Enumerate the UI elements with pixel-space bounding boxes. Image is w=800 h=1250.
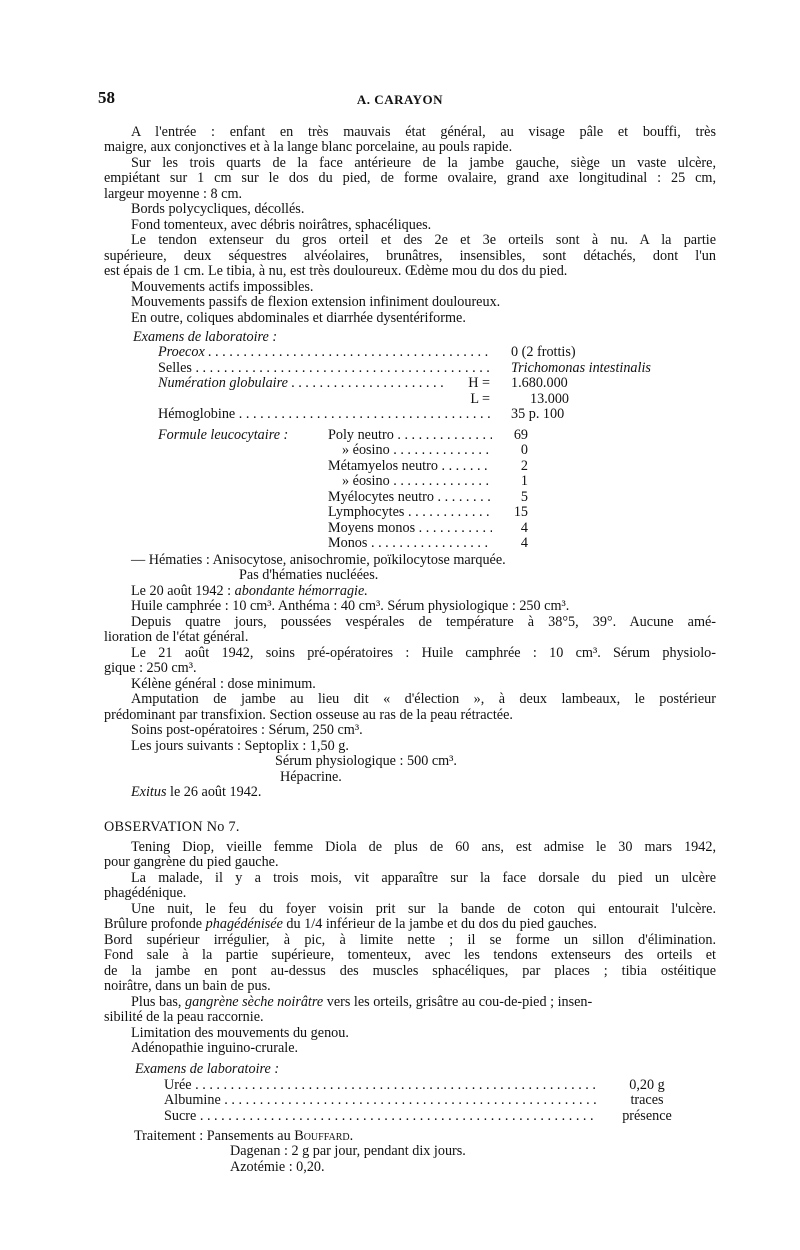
lab-value: présence [622,1108,672,1124]
emphasis-text: Exitus [131,784,167,800]
formula-cell-label: Myélocytes neutro . . . [328,490,492,505]
formula-cell-value: 1 [520,473,528,489]
emphasis-text: phagédénisée [205,916,283,932]
paragraph-line: En outre, coliques abdominales et diarrhée dysentériforme. [131,310,466,326]
formula-cell-value: 4 [520,535,528,551]
paragraph-line [104,995,743,1010]
formula-row [328,505,492,520]
paragraph-line: Depuis quatre jours, poussées vespérales de température à 38°5, 39°. Aucune amé- [131,614,716,630]
paragraph-line: noirâtre, dans un bain de pus. [104,978,271,994]
paragraph-line: Adénopathie inguino-crurale. [131,1040,299,1056]
paragraph-line: sibilité de la peau raccornie. [104,1009,264,1025]
paragraph-line: phagédénique. [104,885,187,901]
paragraph-line: pour gangrène du pied gauche. [104,854,279,870]
paragraph-line: Fond sale à la partie supérieure, tomenteux, avec les tendons extenseurs des orteils et [104,947,716,963]
paragraph-line: Limitation des mouvements du genou. [131,1025,349,1041]
formula-cell-label: Métamyelos neutro . . . [328,459,492,474]
paragraph-line [104,917,716,932]
text: du 1/4 inférieur de la jambe et du dos du pied gauches. [282,916,597,932]
paragraph-line: Hépacrine. [280,769,342,785]
labs-heading: Examens de laboratoire : [135,1061,280,1077]
formula-row [328,443,492,458]
text: Brûlure profonde [104,916,206,932]
paragraph-line: Tening Diop, vieille femme Diola de plus de 60 ans, est admise le 30 mars 1942, [131,839,716,855]
formula-row [328,521,492,536]
paragraph-line: Bord supérieur irrégulier, à pic, à limite nette ; il se forme un sillon d'élimination. [104,932,716,948]
emphasis-text: abondante hémorragie. [234,583,368,599]
paragraph-line [104,1129,746,1144]
lab-row [158,407,492,422]
paragraph-line: Sérum physiologique : 500 cm³. [275,753,457,769]
lab-value: 13.000 [530,391,570,407]
lab-row [158,345,492,360]
formula-cell-label: Moyens monos . . . [328,521,492,536]
paragraph-line: Huile camphrée : 10 cm³. Anthéma : 40 cm³. Sérum physiologique : 250 cm³. [131,598,570,614]
lab-label: Hémoglobine . . . [158,407,492,422]
formula-cell-label: Monos . . . [328,536,492,551]
paragraph-line: Soins post-opératoires : Sérum, 250 cm³. [131,722,363,738]
formula-cell-value: 2 [520,458,528,474]
formula-cell-value: 5 [520,489,528,505]
paragraph-line: Sur les trois quarts de la face antérieure de la jambe gauche, siège un vaste ulcère, [131,155,716,171]
paragraph-line: Mouvements actifs impossibles. [131,279,314,295]
formula-row [328,490,492,505]
paragraph-line: Azotémie : 0,20. [230,1159,325,1175]
lab-value: 1.680.000 [511,375,568,391]
formula-cell-value: 69 [513,427,528,443]
formula-cell-label: Lymphocytes . . . [328,505,492,520]
formula-label: Formule leucocytaire : [158,427,289,443]
lab-key: L = [470,391,490,407]
lab-row [164,1109,598,1124]
paragraph-line [104,584,743,599]
formula-row [328,428,492,443]
paragraph-line: prédominant par transfixion. Section osseuse au ras de la peau rétractée. [104,707,513,723]
text: Traitement : Pansements au [134,1128,295,1144]
date-text: le 26 août 1942. [166,784,262,800]
paragraph-line: Amputation de jambe au lieu dit « d'élection », à deux lambeaux, le postérieur [131,691,716,707]
formula-cell-value: 15 [513,504,528,520]
lab-label: Numération globulaire . . . [158,376,444,391]
lab-label: Sucre . . . [164,1109,598,1124]
lab-row [164,1078,598,1093]
paragraph-line: largeur moyenne : 8 cm. [104,186,243,202]
formula-cell-label: Poly neutro . . . [328,428,492,443]
paragraph-line: Mouvements passifs de flexion extension infiniment douloureux. [131,294,501,310]
formula-cell-value: 0 [520,442,528,458]
lab-value: traces [630,1092,664,1108]
lab-label: Albumine . . . [164,1093,598,1108]
paragraph-line: Une nuit, le feu du foyer voisin prit sur la bande de coton qui entourait l'ulcère. [131,901,716,917]
lab-label: Selles . . . [158,361,492,376]
lab-value: 0 (2 frottis) [511,344,576,360]
paragraph-line: Kélène général : dose minimum. [131,676,316,692]
paragraph-line: supérieure, deux séquestres alvéolaires, brunâtres, insensibles, sont détachés, dont l'un [104,248,716,264]
paragraph-line: maigre, aux conjonctives et à la lange blanc porcelaine, au pouls rapide. [104,139,513,155]
paragraph-line: La malade, il y a trois mois, vit apparaître sur la face dorsale du pied un ulcère [131,870,716,886]
paragraph-line: Pas d'hématies nucléées. [239,567,379,583]
paragraph-line: Bords polycycliques, décollés. [131,201,305,217]
formula-row [328,474,492,489]
lab-value: 35 p. 100 [511,406,565,422]
author-name: Bouffard [294,1128,350,1144]
paragraph-line: Fond tomenteux, avec débris noirâtres, sphacéliques. [131,217,432,233]
lab-key: H = [468,375,490,391]
date-text: Le 20 août 1942 : [131,583,235,599]
formula-cell-label: » éosino . . . [328,443,492,458]
emphasis-text: gangrène sèche noirâtre [185,994,324,1010]
labs-heading: Examens de laboratoire : [133,329,278,345]
lab-value: Trichomonas intestinalis [511,360,651,376]
formula-cell-label: » éosino . . . [328,474,492,489]
paragraph-line: Le tendon extenseur du gros orteil et des 2e et 3e orteils sont à nu. A la partie [131,232,716,248]
lab-row [164,1093,598,1108]
paragraph-line: Dagenan : 2 g par jour, pendant dix jours. [230,1143,466,1159]
paragraph-line: Les jours suivants : Septoplix : 1,50 g. [131,738,349,754]
paragraph-line [104,785,743,800]
text: Plus bas, [131,994,185,1010]
paragraph-line: est épais de 1 cm. Le tibia, à nu, est très douloureux. Œdème mou du dos du pied. [104,263,568,279]
observation-title: OBSERVATION No 7. [104,819,240,835]
paragraph-line: gique : 250 cm³. [104,660,197,676]
lab-label: Urée . . . [164,1078,598,1093]
formula-row [328,536,492,551]
formula-cell-value: 4 [520,520,528,536]
running-title: A. CARAYON [356,92,444,107]
text: . [349,1128,354,1144]
text: vers les orteils, grisâtre au cou-de-pied ; insen- [323,994,593,1010]
lab-row [158,361,492,376]
page-number: 58 [98,88,115,107]
paragraph-line: empiétant sur 1 cm sur le dos du pied, de forme ovalaire, grand axe longitudinal : 25 cm, [104,170,716,186]
lab-label: Proecox . . . [158,345,492,360]
lab-row [158,376,444,391]
paragraph-line: A l'entrée : enfant en très mauvais état général, au visage pâle et bouffi, très [131,124,716,140]
paragraph-line: Le 21 août 1942, soins pré-opératoires : Huile camphrée : 10 cm³. Sérum physiolo- [131,645,716,661]
lab-value: 0,20 g [629,1077,665,1093]
paragraph-line: lioration de l'état général. [104,629,249,645]
paragraph-line: — Hématies : Anisocytose, anisochromie, poïkilocytose marquée. [131,552,506,568]
formula-row [328,459,492,474]
paragraph-line: de la jambe en pont au-dessus des muscles sphacéliques, par places ; tibia ostéitique [104,963,716,979]
